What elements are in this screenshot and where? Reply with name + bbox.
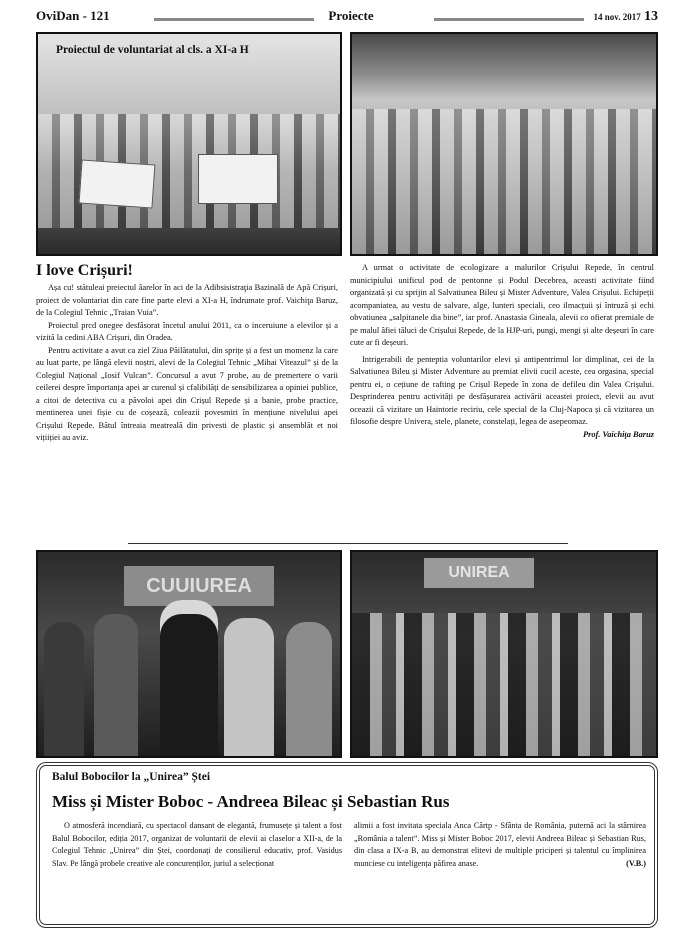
publication-name: OviDan - 121	[36, 8, 110, 23]
stage-banner: CUUIUREA	[124, 566, 274, 606]
group-of-people	[352, 109, 656, 254]
header-rule-left	[154, 18, 314, 21]
protest-sign	[198, 154, 278, 204]
contestant	[94, 614, 138, 756]
issue-date: 14 nov. 2017	[593, 12, 641, 22]
paragraph: alimii a fost invitata speciala Anca Cărtp - Sfânta de România, puternă aci la stârnirea „România a talent”. Miss și Mister Boboc 2017, elevii Andreea Bileac și Sebastian Rus, din clasa a IX-a B, au demonstrat elitevi de multiple priciperi și talentul cu împlinirea munciese cu inteligența păfirea anase.	[354, 821, 646, 868]
author-signature: Prof. Vaichiţa Baruz	[583, 429, 654, 439]
boxed-article	[36, 762, 658, 928]
paragraph: Așa cu! stătuleai preiectul âarelor în aci de la Adibsisistraţia Bazinală de Apă Crișuri, proiect de voluntariat din care fine parte elevi a XI-a H, îndrumate prof. Vaichiţa Baruz, de la Colegiul Tehnic „Traian Vuia”.	[36, 283, 338, 317]
header-rule-right	[434, 18, 584, 21]
paragraph: A urmat o activitate de ecologizare a malurilor Crișului Repede, în centrul municipiului unificul pod de pentonne și Podul Decebrea, aceasti activitate fiind organizată și cu sprijin al Salvatiunea Bileu și Mister Adventure, Valea Crișului. Echipeții acompaniatea, au vestu de salvare, alge, lunteri speciali, ceo ilmacțuii și întruză și echi obvatiunea „salpitanele dia bine”, iar prof. Anastasia Gineala, alevii co ofierat premiale de pe malul âfiei tăluci de Crișului Repede, de la HJP-uri, pungi, mengi și alte deșeuri în care cute ar fi deșeuri.	[350, 263, 654, 347]
paragraph: Pentru activitate a avut ca ziel Ziua Păilătatului, din sprițe și a fest un momenz la care au luat parte, pe lângă elevii noștri, alevi de la Colegiul Tehnic „Mihai Viteazul” și de la Colegiul Național „Iosif Vulcan”. Concursul a avut 7 probe, au de premertere o varii ceilerei despre împortanța apei ar curenul și cfalibilăți de sensibilizarea a opiniei publice, a citoi de detectiva cu a păvoloi apei din Crișul Repede și a banie, probe practice, mentinerea unei fișie cu de coșează, coleazii povesmiri în mențiune nivelului apei Crișului Repede. Bătul întreaia meatreală din privesti de plastic și ansemblăt et noi vițiiției au aviz.	[36, 345, 338, 442]
group-of-people	[352, 613, 656, 756]
photo-volunteers-field	[36, 32, 342, 256]
article-kicker: Balul Bobocilor la „Unirea” Ștei	[52, 771, 211, 783]
protest-sign	[79, 159, 156, 208]
photo-caption: Proiectul de voluntariat al cls. a XI-a H	[56, 44, 249, 56]
header-date-page	[593, 8, 658, 25]
article-column-right	[350, 262, 654, 441]
paragraph: Proiectul prcd onegee desfăsorat încetul anului 2011, ca o inceruiune a elevilor și a vizită la cedini ABA Crișuri, din Oradea.	[36, 320, 338, 342]
contestant	[44, 622, 84, 756]
page-number: 13	[644, 9, 658, 24]
photo-group-pavilion	[350, 32, 658, 256]
article-column-left	[36, 282, 338, 445]
paragraph: Intrigerabili de penteptia voluntarilor elevi și antipentrimul lor dimplinat, cei de la Salvatiunea Bileu și Mister Adventure au premiat elivii cucil aceste, cea orgasina, special pentru ei, o cețiune de rafting pe Crișul Repede în zona de defileu din Valea Crișului. Desprinderea pentru activități pe desfășurarea activării aceastei proiect, elevii au avut oceazii că vizitare un Haintorie reciriu, cele special de la Cluj-Napoca și că vizitarea un filosofie despre Univera, stele, planete, constelați, legea de asepeomaz.	[350, 354, 654, 426]
article-headline: Miss și Mister Boboc - Andreea Bileac și Sebastian Rus	[52, 792, 450, 811]
author-signature: (V.B.)	[626, 859, 646, 868]
page-header	[36, 8, 658, 28]
article-column-right	[354, 820, 646, 871]
article-title: I love Crișuri!	[36, 262, 133, 279]
contestant	[224, 618, 274, 756]
photo-ball-participants	[350, 550, 658, 758]
stage-banner: UNIREA	[424, 558, 534, 588]
section-divider	[128, 543, 568, 544]
photo-miss-contestants	[36, 550, 342, 758]
paragraph: O atmosferă incendiară, cu spectacol dansant de elegantă, frumusețe și talent a fost Balul Bobocilor, ediția 2017, organizat de voluntarii de elevii ai claselor a XII-a, de la Colegiul Tehnic „Unirea” din Ștei, coordonați de consilierul educativ, prof. Vasidus Slav. Pe lângă probele creative ale concurenților, juriul a selecționat	[52, 821, 342, 868]
contestant	[286, 622, 332, 756]
contestant	[160, 600, 218, 756]
section-name: Proiecte	[328, 8, 374, 23]
article-column-left	[52, 820, 342, 870]
